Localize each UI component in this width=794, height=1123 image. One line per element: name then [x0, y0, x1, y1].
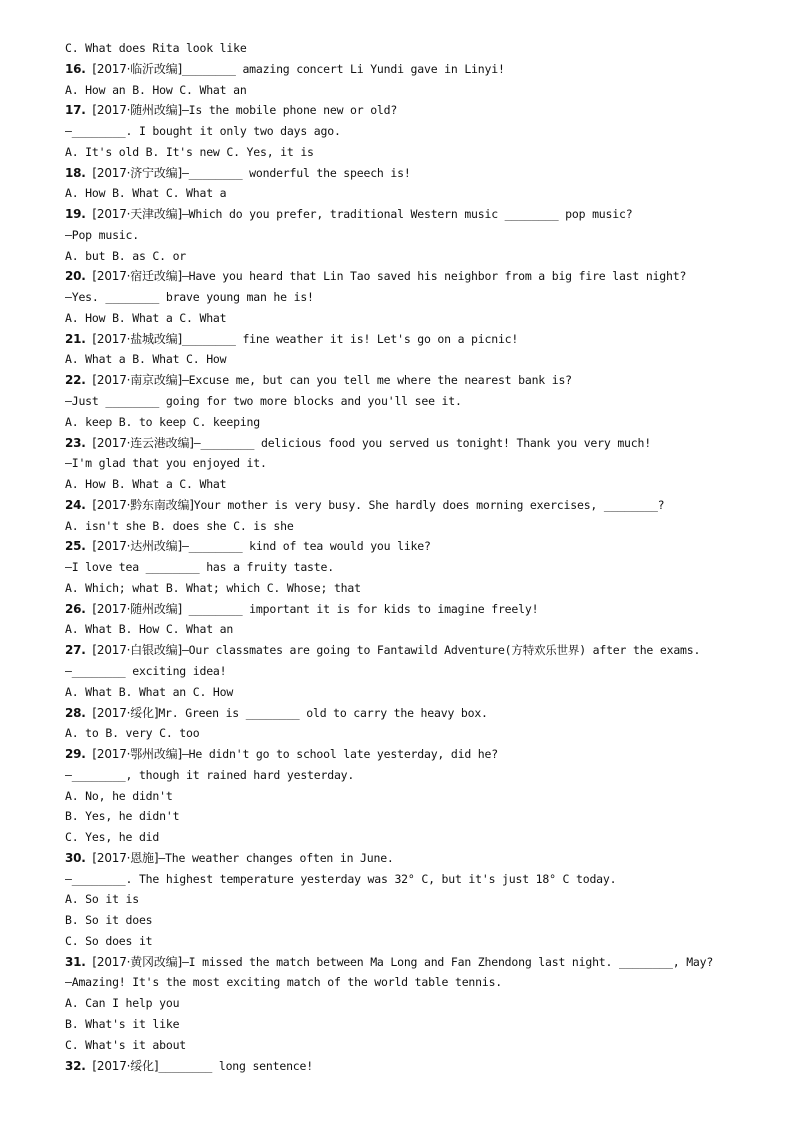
line-text: —________ exciting idea! [65, 663, 227, 678]
line-text: —I missed the match between Ma Long and Fan Zhendong last night. ________, May? [181, 954, 714, 969]
line-text: ________ fine weather it is! Let's go on a picnic! [181, 331, 519, 346]
question-source: [2017·天津改编] [92, 207, 182, 222]
document-page [65, 38, 777, 1076]
line-text: C. What does Rita look like [65, 41, 247, 55]
question-source: [2017·恩施] [92, 850, 159, 865]
question-line [65, 640, 777, 661]
text-line [65, 1035, 777, 1056]
line-text: —________. The highest temperature yesterday was 32° C, but it's just 18° C today. [65, 871, 617, 886]
question-number: 22. [65, 373, 86, 388]
line-text: Your mother is very busy. She hardly does morning exercises, ________? [193, 497, 665, 512]
line-text: A. No, he didn't [65, 788, 173, 803]
question-line [65, 204, 777, 225]
question-number: 18. [65, 165, 86, 180]
line-text: A. Which; what B. What; which C. Whose; that [65, 580, 361, 595]
question-source: [2017·黔东南改编] [92, 497, 194, 512]
line-text: —I love tea ________ has a fruity taste. [65, 560, 334, 575]
text-line [65, 993, 777, 1014]
text-line [65, 910, 777, 931]
line-text: —I'm glad that you enjoyed it. [65, 456, 267, 471]
question-number: 19. [65, 207, 86, 222]
question-number: 26. [65, 601, 86, 616]
question-line [65, 703, 777, 724]
text-line [65, 972, 777, 993]
question-line [65, 1056, 777, 1077]
text-line [65, 246, 777, 267]
question-line [65, 536, 777, 557]
question-source: [2017·连云港改编] [92, 435, 194, 450]
line-text: A. How B. What a C. What [65, 477, 227, 492]
line-text: —The weather changes often in June. [158, 850, 394, 865]
question-source: [2017·随州改编] [92, 601, 182, 616]
question-number: 25. [65, 539, 86, 554]
text-line [65, 619, 777, 640]
text-line [65, 287, 777, 308]
question-source: [2017·绥化] [92, 1058, 159, 1073]
line-text: C. Yes, he did [65, 830, 160, 845]
question-number: 21. [65, 331, 86, 346]
text-line [65, 1014, 777, 1035]
line-text: C. What's it about [65, 1037, 187, 1052]
text-line [65, 121, 777, 142]
question-source: [2017·黄冈改编] [92, 954, 182, 969]
text-line [65, 557, 777, 578]
text-line [65, 225, 777, 246]
line-text: A. It's old B. It's new C. Yes, it is [65, 144, 314, 159]
line-text: B. Yes, he didn't [65, 809, 180, 824]
line-text: A. keep B. to keep C. keeping [65, 414, 260, 429]
text-line [65, 661, 777, 682]
line-text: A. isn't she B. does she C. is she [65, 518, 294, 533]
line-text: —He didn't go to school late yesterday, did he? [181, 747, 498, 762]
line-text: —Amazing! It's the most exciting match of the world table tennis. [65, 975, 503, 990]
line-text: A. How B. What C. What a [65, 186, 227, 201]
question-line [65, 59, 777, 80]
text-line [65, 827, 777, 848]
question-line [65, 599, 777, 620]
question-source: [2017·达州改编] [92, 539, 182, 554]
line-text: —________ delicious food you served us tonight! Thank you very much! [193, 435, 651, 450]
question-line [65, 848, 777, 869]
line-text: ________ long sentence! [158, 1058, 313, 1073]
line-text: —Just ________ going for two more blocks and you'll see it. [65, 394, 462, 409]
question-source: [2017·白银改编] [92, 643, 182, 658]
line-text: A. What B. How C. What an [65, 622, 234, 637]
line-text: A. What a B. What C. How [65, 352, 227, 367]
line-text: A. What B. What an C. How [65, 684, 234, 699]
question-line [65, 100, 777, 121]
text-line [65, 142, 777, 163]
line-text: —Is the mobile phone new or old? [181, 103, 398, 118]
line-text: —Pop music. [65, 227, 139, 242]
question-source: [2017·盐城改编] [92, 331, 182, 346]
text-line [65, 516, 777, 537]
line-text: —Which do you prefer, traditional Western music ________ pop music? [181, 207, 633, 222]
text-line [65, 931, 777, 952]
question-source: [2017·随州改编] [92, 103, 182, 118]
line-text: A. How an B. How C. What an [65, 82, 247, 97]
question-number: 32. [65, 1058, 86, 1073]
line-text: ________ important it is for kids to imagine freely! [181, 601, 539, 616]
question-number: 31. [65, 954, 86, 969]
text-line [65, 786, 777, 807]
line-text: B. What's it like [65, 1016, 180, 1031]
question-number: 27. [65, 643, 86, 658]
question-number: 17. [65, 103, 86, 118]
text-line [65, 889, 777, 910]
line-text: A. but B. as C. or [65, 248, 187, 263]
question-line [65, 433, 777, 454]
text-line [65, 723, 777, 744]
question-number: 28. [65, 705, 86, 720]
line-text: A. How B. What a C. What [65, 310, 227, 325]
line-text: Mr. Green is ________ old to carry the heavy box. [158, 705, 488, 720]
text-line [65, 308, 777, 329]
text-line [65, 453, 777, 474]
question-number: 29. [65, 747, 86, 762]
question-number: 30. [65, 850, 86, 865]
text-line [65, 412, 777, 433]
question-number: 24. [65, 497, 86, 512]
line-text: ________ amazing concert Li Yundi gave in Linyi! [181, 61, 505, 76]
text-line [65, 80, 777, 101]
text-line [65, 578, 777, 599]
question-source: [2017·宿迁改编] [92, 269, 182, 284]
question-source: [2017·临沂改编] [92, 61, 182, 76]
question-line [65, 744, 777, 765]
line-text: A. to B. very C. too [65, 726, 200, 741]
line-text: —Excuse me, but can you tell me where the nearest bank is? [181, 373, 572, 388]
question-line [65, 329, 777, 350]
question-line [65, 163, 777, 184]
question-number: 16. [65, 61, 86, 76]
line-text: —Have you heard that Lin Tao saved his neighbor from a big fire last night? [181, 269, 687, 284]
question-line [65, 370, 777, 391]
line-text: —________ kind of tea would you like? [181, 539, 431, 554]
text-line [65, 38, 777, 59]
line-text: —Our classmates are going to Fantawild Adventure(方特欢乐世界) after the exams. [181, 643, 701, 658]
text-line [65, 391, 777, 412]
text-line [65, 765, 777, 786]
line-text: A. So it is [65, 892, 139, 907]
line-text: —________. I bought it only two days ago. [65, 124, 341, 139]
question-line [65, 266, 777, 287]
text-line [65, 869, 777, 890]
text-line [65, 349, 777, 370]
text-line [65, 682, 777, 703]
line-text: B. So it does [65, 913, 153, 928]
text-line [65, 806, 777, 827]
line-text: C. So does it [65, 933, 153, 948]
line-text: A. Can I help you [65, 996, 180, 1011]
question-source: [2017·济宁改编] [92, 165, 182, 180]
question-source: [2017·鄂州改编] [92, 747, 182, 762]
line-text: —________, though it rained hard yesterday. [65, 767, 355, 782]
question-source: [2017·绥化] [92, 705, 159, 720]
question-line [65, 495, 777, 516]
line-text: —________ wonderful the speech is! [181, 165, 411, 180]
question-number: 23. [65, 435, 86, 450]
question-number: 20. [65, 269, 86, 284]
line-text: —Yes. ________ brave young man he is! [65, 290, 314, 305]
text-line [65, 183, 777, 204]
question-source: [2017·南京改编] [92, 373, 182, 388]
question-line [65, 952, 777, 973]
text-line [65, 474, 777, 495]
